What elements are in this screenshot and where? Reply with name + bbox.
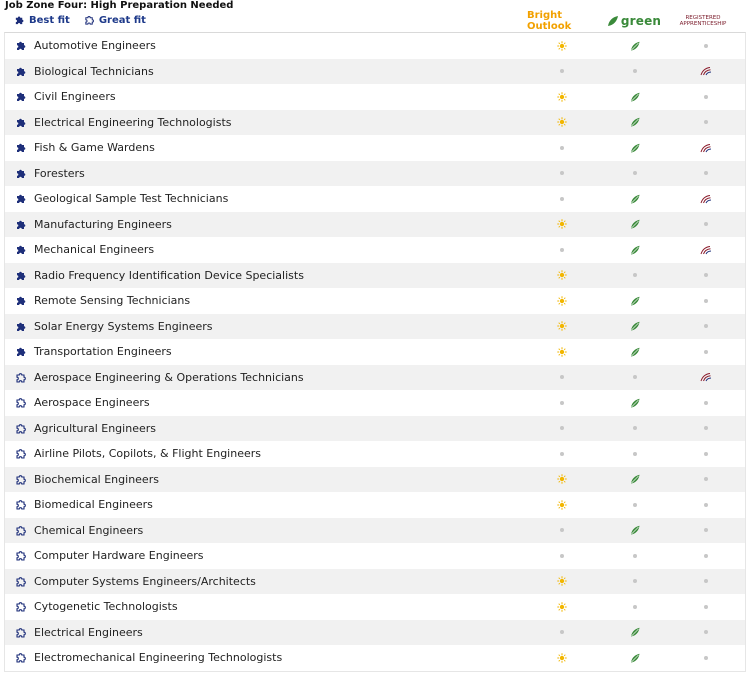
puzzle-outline-icon bbox=[15, 525, 27, 537]
table-row bbox=[5, 110, 745, 136]
leaf-icon bbox=[630, 347, 640, 357]
table-row bbox=[5, 161, 745, 187]
apprenticeship-cell bbox=[696, 161, 716, 187]
bright-outlook-cell bbox=[552, 620, 572, 646]
leaf-icon bbox=[630, 245, 640, 255]
puzzle-solid-icon bbox=[15, 66, 27, 78]
puzzle-solid-icon bbox=[15, 219, 27, 231]
occupation-link[interactable]: Computer Hardware Engineers bbox=[34, 549, 204, 562]
sun-icon bbox=[557, 270, 567, 280]
green-cell bbox=[625, 212, 645, 238]
occupation-link[interactable]: Chemical Engineers bbox=[34, 523, 144, 537]
leaf-icon bbox=[630, 41, 640, 51]
empty-dot bbox=[560, 528, 564, 532]
green-cell bbox=[625, 492, 645, 518]
bright-outlook-cell bbox=[552, 314, 572, 340]
green-cell bbox=[625, 237, 645, 263]
empty-dot bbox=[633, 273, 637, 277]
empty-dot bbox=[633, 579, 637, 583]
empty-dot bbox=[633, 605, 637, 609]
apprenticeship-cell bbox=[696, 237, 716, 263]
occupation-link[interactable]: Airline Pilots, Copilots, & Flight Engineers bbox=[34, 447, 261, 460]
bright-outlook-cell bbox=[552, 467, 572, 493]
bright-outlook-cell bbox=[552, 492, 572, 518]
green-cell bbox=[625, 594, 645, 620]
apprenticeship-cell bbox=[696, 390, 716, 416]
empty-dot bbox=[704, 579, 708, 583]
leaf-icon bbox=[630, 219, 640, 229]
green-cell bbox=[625, 467, 645, 493]
green-cell bbox=[625, 263, 645, 289]
bright-outlook-cell bbox=[552, 416, 572, 442]
puzzle-outline-icon bbox=[15, 652, 27, 664]
bright-outlook-cell bbox=[552, 161, 572, 187]
empty-dot bbox=[633, 452, 637, 456]
apprenticeship-cell bbox=[696, 212, 716, 238]
empty-dot bbox=[704, 630, 708, 634]
leaf-icon bbox=[630, 321, 640, 331]
apprenticeship-cell bbox=[696, 492, 716, 518]
table-row bbox=[5, 59, 745, 85]
puzzle-solid-icon bbox=[15, 40, 27, 52]
occupation-link[interactable]: Aerospace Engineering & Operations Technicians bbox=[34, 370, 304, 384]
bright-outlook-cell bbox=[552, 237, 572, 263]
table-row bbox=[5, 33, 745, 59]
puzzle-solid-icon bbox=[15, 193, 27, 205]
bright-outlook-cell bbox=[552, 645, 572, 671]
green-cell bbox=[625, 33, 645, 59]
puzzle-outline-icon bbox=[15, 474, 27, 486]
apprenticeship-cell bbox=[696, 288, 716, 314]
table-row bbox=[5, 135, 745, 161]
occupation-link[interactable]: Civil Engineers bbox=[34, 90, 116, 103]
occupation-link[interactable]: Biochemical Engineers bbox=[34, 472, 159, 486]
leaf-icon bbox=[630, 296, 640, 306]
empty-dot bbox=[704, 273, 708, 277]
bright-outlook-cell bbox=[552, 543, 572, 569]
puzzle-solid-icon bbox=[15, 142, 27, 154]
empty-dot bbox=[560, 401, 564, 405]
apprenticeship-cell bbox=[696, 110, 716, 136]
sun-icon bbox=[557, 41, 567, 51]
bright-outlook-cell bbox=[552, 110, 572, 136]
table-row bbox=[5, 84, 745, 110]
apprenticeship-icon bbox=[700, 194, 712, 204]
leaf-icon bbox=[630, 117, 640, 127]
empty-dot bbox=[704, 656, 708, 660]
table-row bbox=[5, 518, 745, 544]
puzzle-solid-icon bbox=[15, 117, 27, 129]
sun-icon bbox=[557, 296, 567, 306]
table-row bbox=[5, 543, 745, 569]
sun-icon bbox=[557, 92, 567, 102]
leaf-icon bbox=[630, 474, 640, 484]
green-cell bbox=[625, 645, 645, 671]
puzzle-solid-icon bbox=[15, 91, 27, 103]
apprenticeship-cell bbox=[696, 569, 716, 595]
green-cell bbox=[625, 365, 645, 391]
bright-outlook-cell bbox=[552, 84, 572, 110]
empty-dot bbox=[704, 299, 708, 303]
apprenticeship-cell bbox=[696, 339, 716, 365]
puzzle-outline-icon bbox=[15, 448, 27, 460]
table-row bbox=[5, 569, 745, 595]
empty-dot bbox=[704, 401, 708, 405]
empty-dot bbox=[704, 554, 708, 558]
table-row bbox=[5, 263, 745, 289]
bright-outlook-cell bbox=[552, 594, 572, 620]
empty-dot bbox=[704, 120, 708, 124]
bright-outlook-cell bbox=[552, 390, 572, 416]
leaf-icon bbox=[607, 15, 619, 27]
puzzle-solid-icon bbox=[15, 346, 27, 358]
empty-dot bbox=[560, 554, 564, 558]
occupation-link[interactable]: Biomedical Engineers bbox=[34, 498, 153, 511]
empty-dot bbox=[704, 605, 708, 609]
leaf-icon bbox=[630, 398, 640, 408]
green-cell bbox=[625, 339, 645, 365]
occupation-link[interactable]: Mechanical Engineers bbox=[34, 243, 155, 256]
apprenticeship-cell bbox=[696, 314, 716, 340]
empty-dot bbox=[633, 171, 637, 175]
empty-dot bbox=[704, 171, 708, 175]
table-row bbox=[5, 620, 745, 646]
table-row bbox=[5, 390, 745, 416]
sun-icon bbox=[557, 474, 567, 484]
apprenticeship-cell bbox=[696, 645, 716, 671]
table-row bbox=[5, 492, 745, 518]
bright-outlook-cell bbox=[552, 365, 572, 391]
puzzle-outline-icon bbox=[15, 576, 27, 588]
occupation-link[interactable]: Biological Technicians bbox=[34, 64, 154, 78]
apprenticeship-icon bbox=[700, 66, 712, 76]
table-row bbox=[5, 594, 745, 620]
bright-outlook-cell bbox=[552, 441, 572, 467]
puzzle-solid-icon bbox=[15, 295, 27, 307]
bright-outlook-cell bbox=[552, 135, 572, 161]
empty-dot bbox=[560, 375, 564, 379]
table-row bbox=[5, 467, 745, 493]
apprenticeship-cell bbox=[696, 263, 716, 289]
empty-dot bbox=[560, 171, 564, 175]
green-cell bbox=[625, 186, 645, 212]
bright-outlook-cell bbox=[552, 59, 572, 85]
occupation-link[interactable]: Remote Sensing Technicians bbox=[34, 294, 191, 307]
apprenticeship-cell bbox=[696, 33, 716, 59]
green-cell bbox=[625, 543, 645, 569]
occupation-link[interactable]: Agricultural Engineers bbox=[34, 421, 156, 435]
puzzle-outline-icon bbox=[15, 397, 27, 409]
apprenticeship-cell bbox=[696, 518, 716, 544]
puzzle-outline-icon bbox=[15, 601, 27, 613]
occupation-link[interactable]: Radio Frequency Identification Device Specialists bbox=[34, 268, 304, 282]
apprenticeship-icon bbox=[700, 372, 712, 382]
leaf-icon bbox=[630, 143, 640, 153]
sun-icon bbox=[557, 653, 567, 663]
apprenticeship-cell bbox=[696, 84, 716, 110]
empty-dot bbox=[633, 426, 637, 430]
empty-dot bbox=[704, 222, 708, 226]
table-row bbox=[5, 339, 745, 365]
occupation-link[interactable]: Aerospace Engineers bbox=[34, 396, 150, 409]
puzzle-solid-icon bbox=[15, 168, 27, 180]
green-cell bbox=[625, 161, 645, 187]
table-row bbox=[5, 288, 745, 314]
puzzle-outline-icon bbox=[15, 372, 27, 384]
empty-dot bbox=[633, 375, 637, 379]
green-cell bbox=[625, 314, 645, 340]
green-cell bbox=[625, 390, 645, 416]
occupation-link[interactable]: Cytogenetic Technologists bbox=[34, 600, 178, 613]
bright-outlook-cell bbox=[552, 518, 572, 544]
table-row bbox=[5, 416, 745, 442]
table-row bbox=[5, 237, 745, 263]
empty-dot bbox=[633, 69, 637, 73]
occupation-link[interactable]: Electromechanical Engineering Technologists bbox=[34, 651, 283, 664]
empty-dot bbox=[560, 69, 564, 73]
occupation-link[interactable]: Electrical Engineering Technologists bbox=[34, 115, 232, 129]
legend-great-fit-label: Great fit bbox=[98, 15, 146, 26]
apprenticeship-cell bbox=[696, 543, 716, 569]
legend-best-fit-label: Best fit bbox=[29, 15, 70, 26]
occupation-table bbox=[4, 32, 746, 672]
leaf-icon bbox=[630, 653, 640, 663]
apprenticeship-logo: REGISTERED APPRENTICESHIP bbox=[679, 15, 727, 27]
sun-icon bbox=[557, 219, 567, 229]
puzzle-outline-icon bbox=[15, 627, 27, 639]
bright-outlook-logo: Bright Outlook bbox=[527, 10, 572, 32]
occupation-link[interactable]: Electrical Engineers bbox=[34, 625, 143, 639]
bright-outlook-cell bbox=[552, 339, 572, 365]
apprenticeship-icon bbox=[700, 245, 712, 255]
green-cell bbox=[625, 416, 645, 442]
puzzle-outline-icon bbox=[15, 550, 27, 562]
apprenticeship-cell bbox=[696, 135, 716, 161]
occupation-link[interactable]: Transportation Engineers bbox=[34, 345, 172, 358]
empty-dot bbox=[704, 528, 708, 532]
empty-dot bbox=[704, 324, 708, 328]
apprenticeship-cell bbox=[696, 365, 716, 391]
green-cell bbox=[625, 288, 645, 314]
occupation-link[interactable]: Computer Systems Engineers/Architects bbox=[34, 574, 256, 588]
sun-icon bbox=[557, 347, 567, 357]
empty-dot bbox=[560, 146, 564, 150]
puzzle-outline-icon bbox=[15, 499, 27, 511]
empty-dot bbox=[560, 452, 564, 456]
empty-dot bbox=[633, 503, 637, 507]
apprenticeship-cell bbox=[696, 59, 716, 85]
sun-icon bbox=[557, 576, 567, 586]
apprenticeship-cell bbox=[696, 416, 716, 442]
green-cell bbox=[625, 441, 645, 467]
empty-dot bbox=[560, 630, 564, 634]
puzzle-solid-icon bbox=[15, 244, 27, 256]
green-cell bbox=[625, 569, 645, 595]
empty-dot bbox=[704, 44, 708, 48]
green-cell bbox=[625, 135, 645, 161]
green-cell bbox=[625, 84, 645, 110]
page-title: Job Zone Four: High Preparation Needed bbox=[5, 0, 234, 11]
green-cell bbox=[625, 620, 645, 646]
table-row bbox=[5, 212, 745, 238]
table-row bbox=[5, 441, 745, 467]
empty-dot bbox=[633, 554, 637, 558]
leaf-icon bbox=[630, 92, 640, 102]
leaf-icon bbox=[630, 627, 640, 637]
sun-icon bbox=[557, 500, 567, 510]
sun-icon bbox=[557, 117, 567, 127]
apprenticeship-cell bbox=[696, 620, 716, 646]
bright-outlook-cell bbox=[552, 569, 572, 595]
apprenticeship-cell bbox=[696, 594, 716, 620]
occupation-link[interactable]: Geological Sample Test Technicians bbox=[34, 192, 229, 205]
puzzle-outline-icon bbox=[15, 423, 27, 435]
green-cell bbox=[625, 59, 645, 85]
leaf-icon bbox=[630, 525, 640, 535]
apprenticeship-cell bbox=[696, 186, 716, 212]
occupation-link[interactable]: Foresters bbox=[34, 166, 85, 180]
occupation-link[interactable]: Fish & Game Wardens bbox=[34, 141, 155, 154]
empty-dot bbox=[704, 477, 708, 481]
table-row bbox=[5, 365, 745, 391]
green-cell bbox=[625, 110, 645, 136]
bright-outlook-cell bbox=[552, 263, 572, 289]
sun-icon bbox=[557, 602, 567, 612]
puzzle-solid-icon bbox=[15, 321, 27, 333]
empty-dot bbox=[704, 95, 708, 99]
puzzle-solid-icon bbox=[15, 270, 27, 282]
occupation-link[interactable]: Manufacturing Engineers bbox=[34, 217, 172, 231]
bright-outlook-cell bbox=[552, 288, 572, 314]
bright-outlook-cell bbox=[552, 212, 572, 238]
apprenticeship-cell bbox=[696, 467, 716, 493]
leaf-icon bbox=[630, 194, 640, 204]
bright-outlook-cell bbox=[552, 33, 572, 59]
empty-dot bbox=[560, 197, 564, 201]
empty-dot bbox=[560, 248, 564, 252]
green-logo: green bbox=[605, 10, 663, 32]
empty-dot bbox=[704, 350, 708, 354]
occupation-link[interactable]: Solar Energy Systems Engineers bbox=[34, 319, 213, 333]
sun-icon bbox=[557, 321, 567, 331]
occupation-link[interactable]: Automotive Engineers bbox=[34, 39, 156, 52]
table-row bbox=[5, 645, 745, 671]
empty-dot bbox=[560, 426, 564, 430]
table-row bbox=[5, 186, 745, 212]
green-cell bbox=[625, 518, 645, 544]
empty-dot bbox=[704, 503, 708, 507]
apprenticeship-cell bbox=[696, 441, 716, 467]
bright-outlook-cell bbox=[552, 186, 572, 212]
empty-dot bbox=[704, 426, 708, 430]
empty-dot bbox=[704, 452, 708, 456]
table-row bbox=[5, 314, 745, 340]
apprenticeship-icon bbox=[700, 143, 712, 153]
